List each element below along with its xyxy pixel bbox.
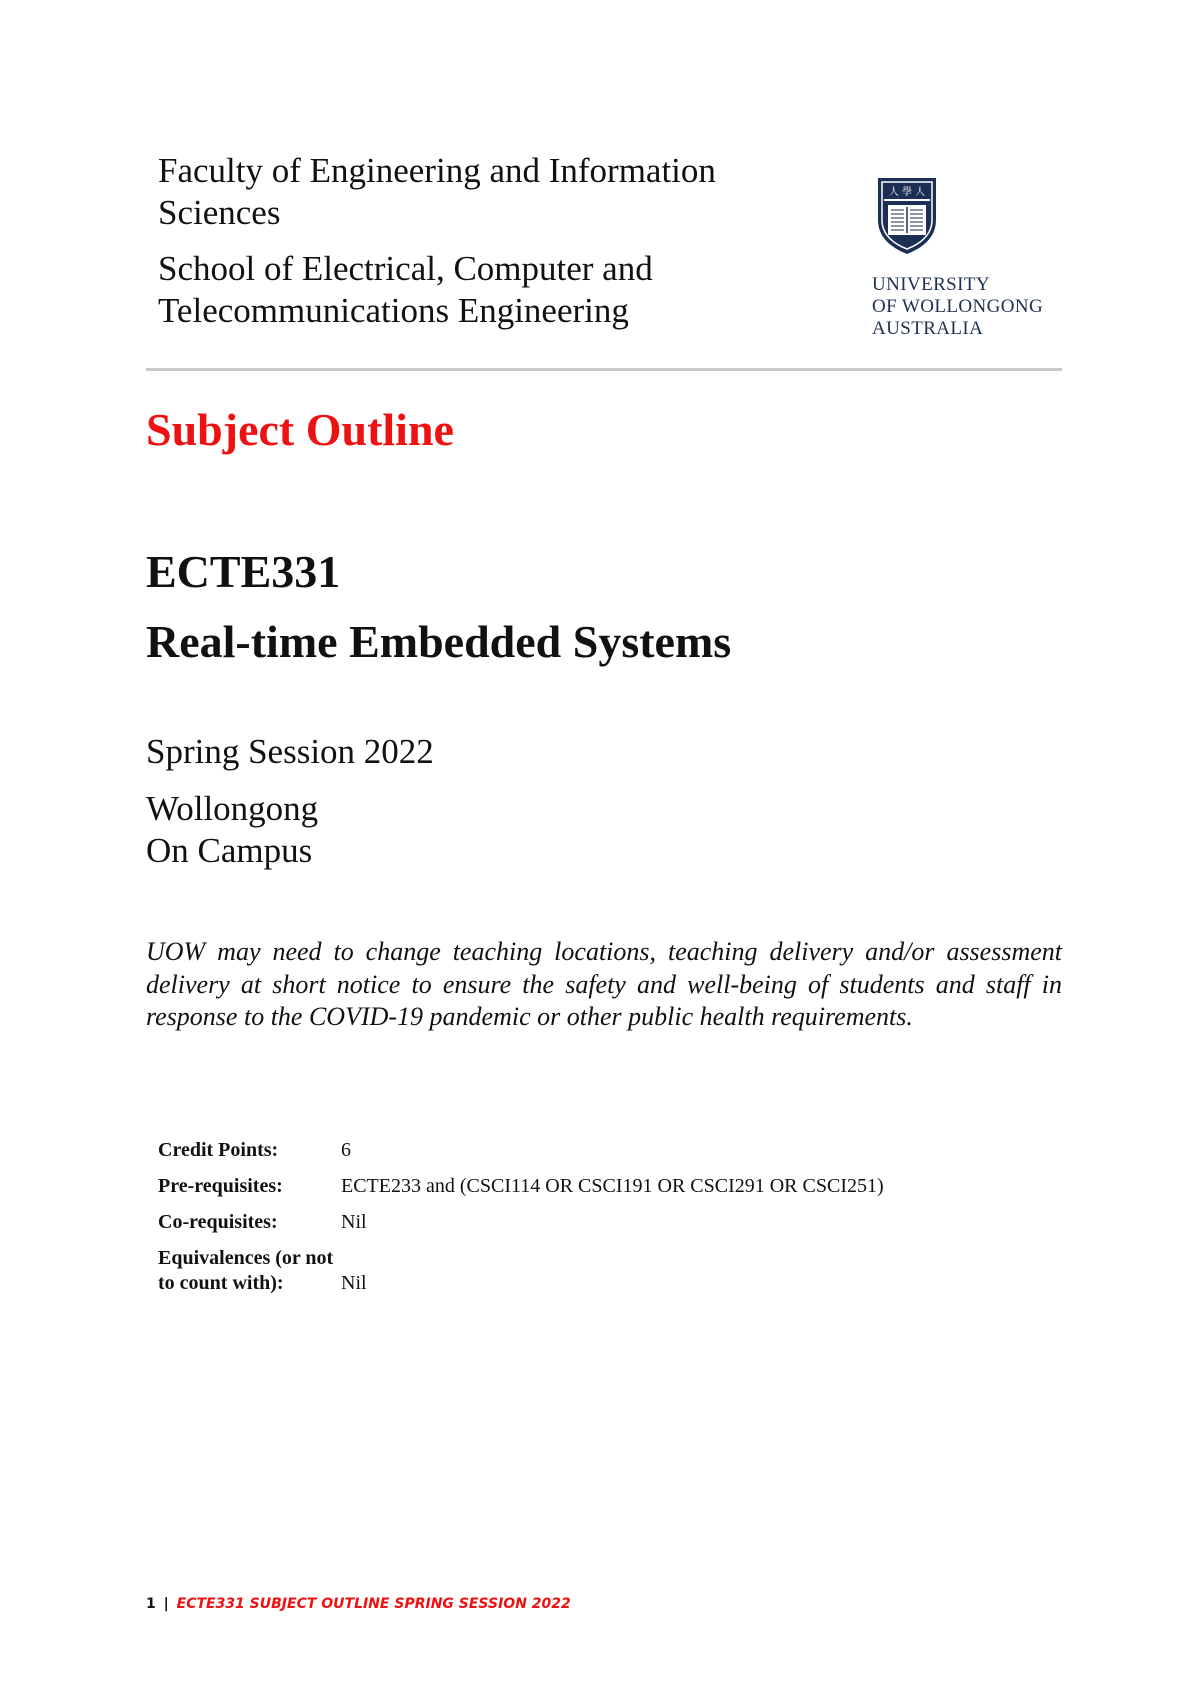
info-row-corequisites bbox=[158, 1210, 884, 1246]
info-row-credit-points bbox=[158, 1138, 884, 1174]
university-wordmark bbox=[872, 274, 1062, 340]
subject-code: ECTE331 bbox=[146, 546, 341, 597]
delivery-location bbox=[146, 788, 318, 872]
info-value: 6 bbox=[341, 1139, 351, 1161]
subject-info-table bbox=[158, 1138, 884, 1296]
page-number: 1 bbox=[146, 1596, 156, 1612]
covid-notice: UOW may need to change teaching locations, teaching delivery and/or assessment delivery at short notice to ensure the safety and well-being of students and staff in response to the COVID-19 pandemic or other public health requirements. bbox=[146, 937, 1062, 1031]
session: Spring Session 2022 bbox=[146, 732, 434, 771]
university-crest-icon bbox=[874, 174, 940, 256]
document-type-heading: Subject Outline bbox=[146, 404, 454, 455]
info-label: Co-requisites: bbox=[158, 1211, 278, 1233]
campus: Wollongong bbox=[146, 789, 319, 828]
faculty-name: Faculty of Engineering and Information Sciences bbox=[158, 151, 716, 232]
info-row-equivalences bbox=[158, 1246, 884, 1296]
info-label: Credit Points: bbox=[158, 1139, 279, 1161]
page-footer bbox=[146, 1596, 571, 1612]
header-divider bbox=[146, 368, 1062, 371]
subject-title: Real-time Embedded Systems bbox=[146, 616, 732, 667]
info-value: ECTE233 and (CSCI114 OR CSCI191 OR CSCI291 OR CSCI251) bbox=[341, 1175, 884, 1197]
footer-title: ECTE331 SUBJECT OUTLINE SPRING SESSION 2022 bbox=[176, 1596, 571, 1612]
footer-separator: | bbox=[163, 1596, 169, 1612]
crest-motto: 人 學 人 bbox=[888, 187, 926, 198]
info-label: Pre-requisites: bbox=[158, 1175, 283, 1197]
school-name: School of Electrical, Computer and Telecommunications Engineering bbox=[158, 249, 653, 330]
delivery-mode: On Campus bbox=[146, 831, 313, 870]
info-value: Nil bbox=[341, 1211, 367, 1233]
faculty-header bbox=[158, 150, 798, 332]
logo-line-3: AUSTRALIA bbox=[872, 318, 984, 339]
info-row-prerequisites bbox=[158, 1174, 884, 1210]
info-label: Equivalences (or not to count with): bbox=[158, 1247, 334, 1294]
logo-line-2: OF WOLLONGONG bbox=[872, 296, 1044, 317]
logo-line-1: UNIVERSITY bbox=[872, 274, 990, 295]
university-logo bbox=[872, 174, 1062, 340]
info-value: Nil bbox=[341, 1272, 367, 1294]
